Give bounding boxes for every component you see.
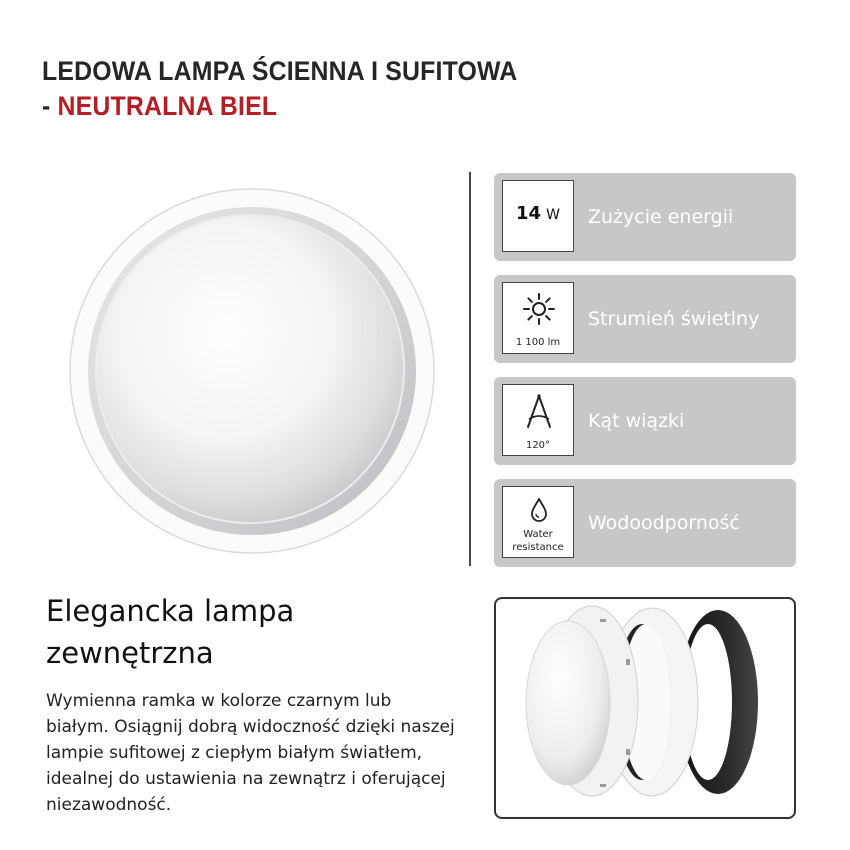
title-dash: - — [42, 91, 58, 121]
lamp-product-image — [69, 188, 435, 554]
water-caption-line2: resistance — [512, 542, 564, 553]
feature-description: Wymienna ramka w kolorze czarnym lub białym. Osiągnij dobrą widoczność dzięki naszej lampie sufitowej z ciepłym białym światłem, idealnej do ustawienia na zewnątrz i oferującej niezawodność. — [46, 691, 455, 815]
page-title — [42, 54, 517, 124]
interchangeable-frame-image — [494, 597, 796, 819]
power-value-box — [502, 180, 574, 252]
water-resistance-box — [502, 486, 574, 558]
feature-heading: Elegancka lampa zewnętrzna — [46, 594, 295, 670]
beam-angle-box — [502, 384, 574, 456]
power-value: 14 — [516, 203, 542, 224]
spec-beam-angle — [494, 377, 796, 465]
spec-label-water-resistance: Wodoodporność — [588, 512, 740, 534]
spec-water-resistance — [494, 479, 796, 567]
beam-angle-icon — [521, 393, 557, 433]
beam-angle-caption: 120° — [525, 440, 551, 451]
spec-luminous-flux — [494, 275, 796, 363]
spec-power — [494, 173, 796, 261]
spec-label-luminous-flux: Strumień świetlny — [588, 308, 760, 330]
title-accent: NEUTRALNA BIEL — [57, 91, 278, 121]
water-caption-line1: Water — [523, 529, 553, 540]
spec-label-power: Zużycie energii — [588, 206, 734, 228]
sun-icon — [521, 291, 557, 327]
luminous-flux-caption: 1 100 lm — [515, 337, 561, 348]
vertical-divider — [469, 172, 471, 566]
title-line-2 — [42, 89, 517, 124]
power-unit: W — [546, 207, 560, 223]
title-line-1: LEDOWA LAMPA ŚCIENNA I SUFITOWA — [42, 56, 518, 86]
spec-label-beam-angle: Kąt wiązki — [588, 410, 685, 432]
water-drop-icon — [521, 497, 557, 523]
luminous-flux-box — [502, 282, 574, 354]
